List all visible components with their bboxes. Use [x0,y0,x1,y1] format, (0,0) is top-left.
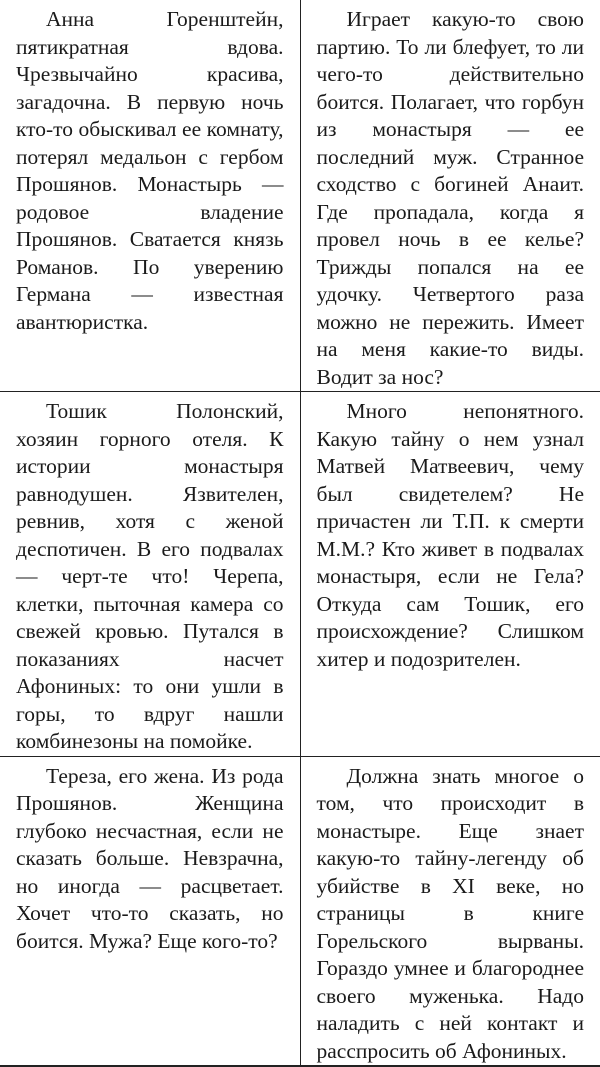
character-description-cell: Анна Горенштейн, пятикратная вдова. Чрезвычайно красива, загадочна. В первую ночь кто-то обыскивал ее комнату, потерял медальон с гербом Прошянов. Монастырь — родовое владение Прошянов. Сватается князь Романов. По уверению Германа — известная авантюристка. [0,0,300,392]
investigator-notes-cell: Должна знать многое о том, что происходит в монастыре. Еще знает какую-то тайну-легенду об убийстве в XI веке, но страницы в книге Горельского вырваны. Гораздо умнее и благороднее своего муженька. Надо наладить с ней контакт и расспросить об Афониных. [300,756,600,1066]
investigator-notes-cell: Играет какую-то свою партию. То ли блефует, то ли чего-то действительно боится. Полагает, что горбун из монастыря — ее последний муж. Странное сходство с богиней Анаит. Где пропадала, когда я провел ночь в ее келье? Трижды попался на ее удочку. Четвертого раза можно не пережить. Имеет на меня какие-то виды. Водит за нос? [300,0,600,392]
character-description-cell: Тошик Полонский, хозяин горного отеля. К истории монастыря равнодушен. Язвителен, ревнив, хотя с женой деспотичен. В его подвалах — черт-те что! Черепа, клетки, пыточная камера со свежей кровью. Путался в показаниях насчет Афониных: то они ушли в горы, то вдруг нашли комбинезоны на помойке. [0,392,300,757]
table-row [0,392,600,757]
character-description-cell: Тереза, его жена. Из рода Прошянов. Женщина глубоко несчастная, если не сказать больше. Невзрачна, но иногда — расцветает. Хочет что-то сказать, но боится. Мужа? Еще кого-то? [0,756,300,1066]
table-row [0,756,600,1066]
investigator-notes-cell: Много непонятного. Какую тайну о нем узнал Матвей Матвеевич, чему был свидетелем? Не причастен ли Т.П. к смерти М.М.? Кто живет в подвалах монастыря, если не Гела? Откуда сам Тошик, его происхождение? Слишком хитер и подозрителен. [300,392,600,757]
table-row [0,0,600,392]
